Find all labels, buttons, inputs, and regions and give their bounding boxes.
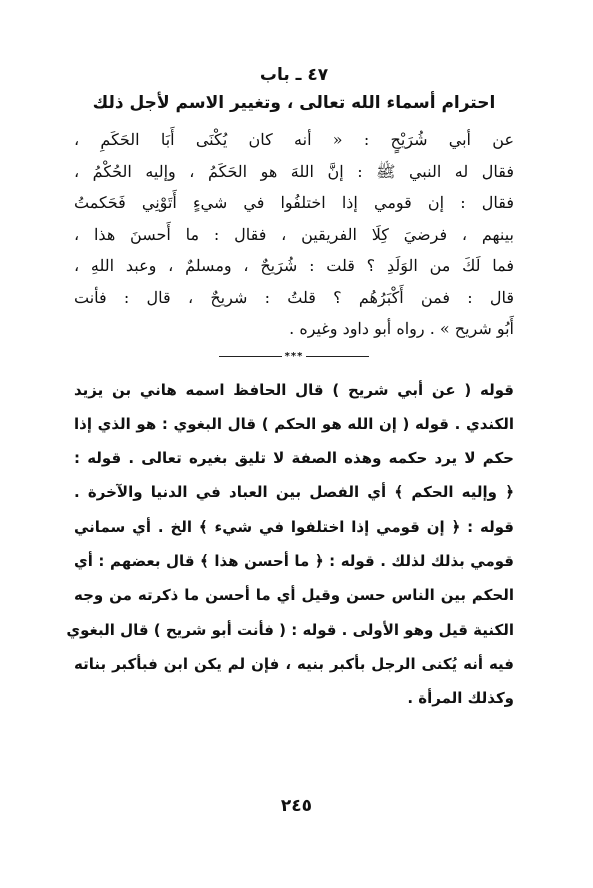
divider-stars: *** xyxy=(284,351,304,362)
hadith-line: أَبُو شريح » . رواه أبو داود وغيره . xyxy=(289,319,514,338)
divider-rule xyxy=(219,356,282,357)
commentary-line: الحكم بين الناس حسن وقيل أي ما أحسن ما ذكرته من وجه xyxy=(74,586,514,605)
commentary-line: ﴿ وإليه الحكم ﴾ أي الفصل بين العباد في الدنيا والآخرة . xyxy=(74,483,514,502)
commentary-line: قوله ( عن أبي شريح ) قال الحافظ اسمه هاني بن يزيد xyxy=(74,380,514,399)
hadith-line: قال : فمن أَكْبَرُهُم ؟ قلتُ : شريحٌ ، قال : فأنت xyxy=(74,287,514,307)
commentary-line: وكذلك المرأة . xyxy=(407,689,514,708)
hadith-line: بينهم ، فرضيَ كِلَا الفريقين ، فقال : ما أَحسنَ هذا ، xyxy=(74,224,514,244)
book-page xyxy=(66,62,514,715)
commentary-line: الكندي . قوله ( إن الله هو الحكم ) قال البغوي : هو الذي إذا xyxy=(74,414,514,433)
chapter-number: ٤٧ ـ باب xyxy=(259,65,329,85)
hadith-line: فما لَكَ من الوَلَدِ ؟ قلت : شُرَيحٌ ، ومسلمٌ ، وعبد اللهِ ، xyxy=(74,256,514,275)
hadith-line: فقال له النبي ﷺ : إنَّ اللهَ هو الحَكَمُ ، وإليه الحُكْمُ ، xyxy=(74,161,514,181)
commentary-text xyxy=(66,373,514,716)
hadith-text xyxy=(74,124,514,345)
divider-rule xyxy=(306,356,369,357)
commentary-line: قومي بذلك لذلك . قوله : ﴿ ما أحسن هذا ﴾ قال بعضهم : أي xyxy=(74,551,514,570)
chapter-title: احترام أسماء الله تعالى ، وتغيير الاسم لأجل ذلك xyxy=(92,93,496,113)
hadith-line: فقال : إن قومي إذا اختلفُوا في شيءٍ أَتَوْنِي فَحَكمتُ xyxy=(74,193,514,212)
commentary-line: الكنية قيل وهو الأولى . قوله : ( فأنت أبو شريح ) قال البغوي xyxy=(66,620,514,639)
section-divider xyxy=(219,349,369,365)
commentary-line: فيه أنه يُكنى الرجل بأكبر بنيه ، فإن لم يكن ابن فبأكبر بناته xyxy=(74,654,514,673)
page-number: ٢٤٥ xyxy=(280,796,313,816)
commentary-line: قوله : ﴿ إن قومي إذا اختلفوا في شيء ﴾ الخ . أي سماني xyxy=(74,517,514,536)
commentary-line: حكم لا يرد حكمه وهذه الصفة لا تليق بغيره تعالى . قوله : xyxy=(74,449,514,468)
hadith-line: عن أبي شُرَيْحٍ : « أنه كان يُكْنَى أَبَا الحَكَمِ ، xyxy=(74,130,514,149)
